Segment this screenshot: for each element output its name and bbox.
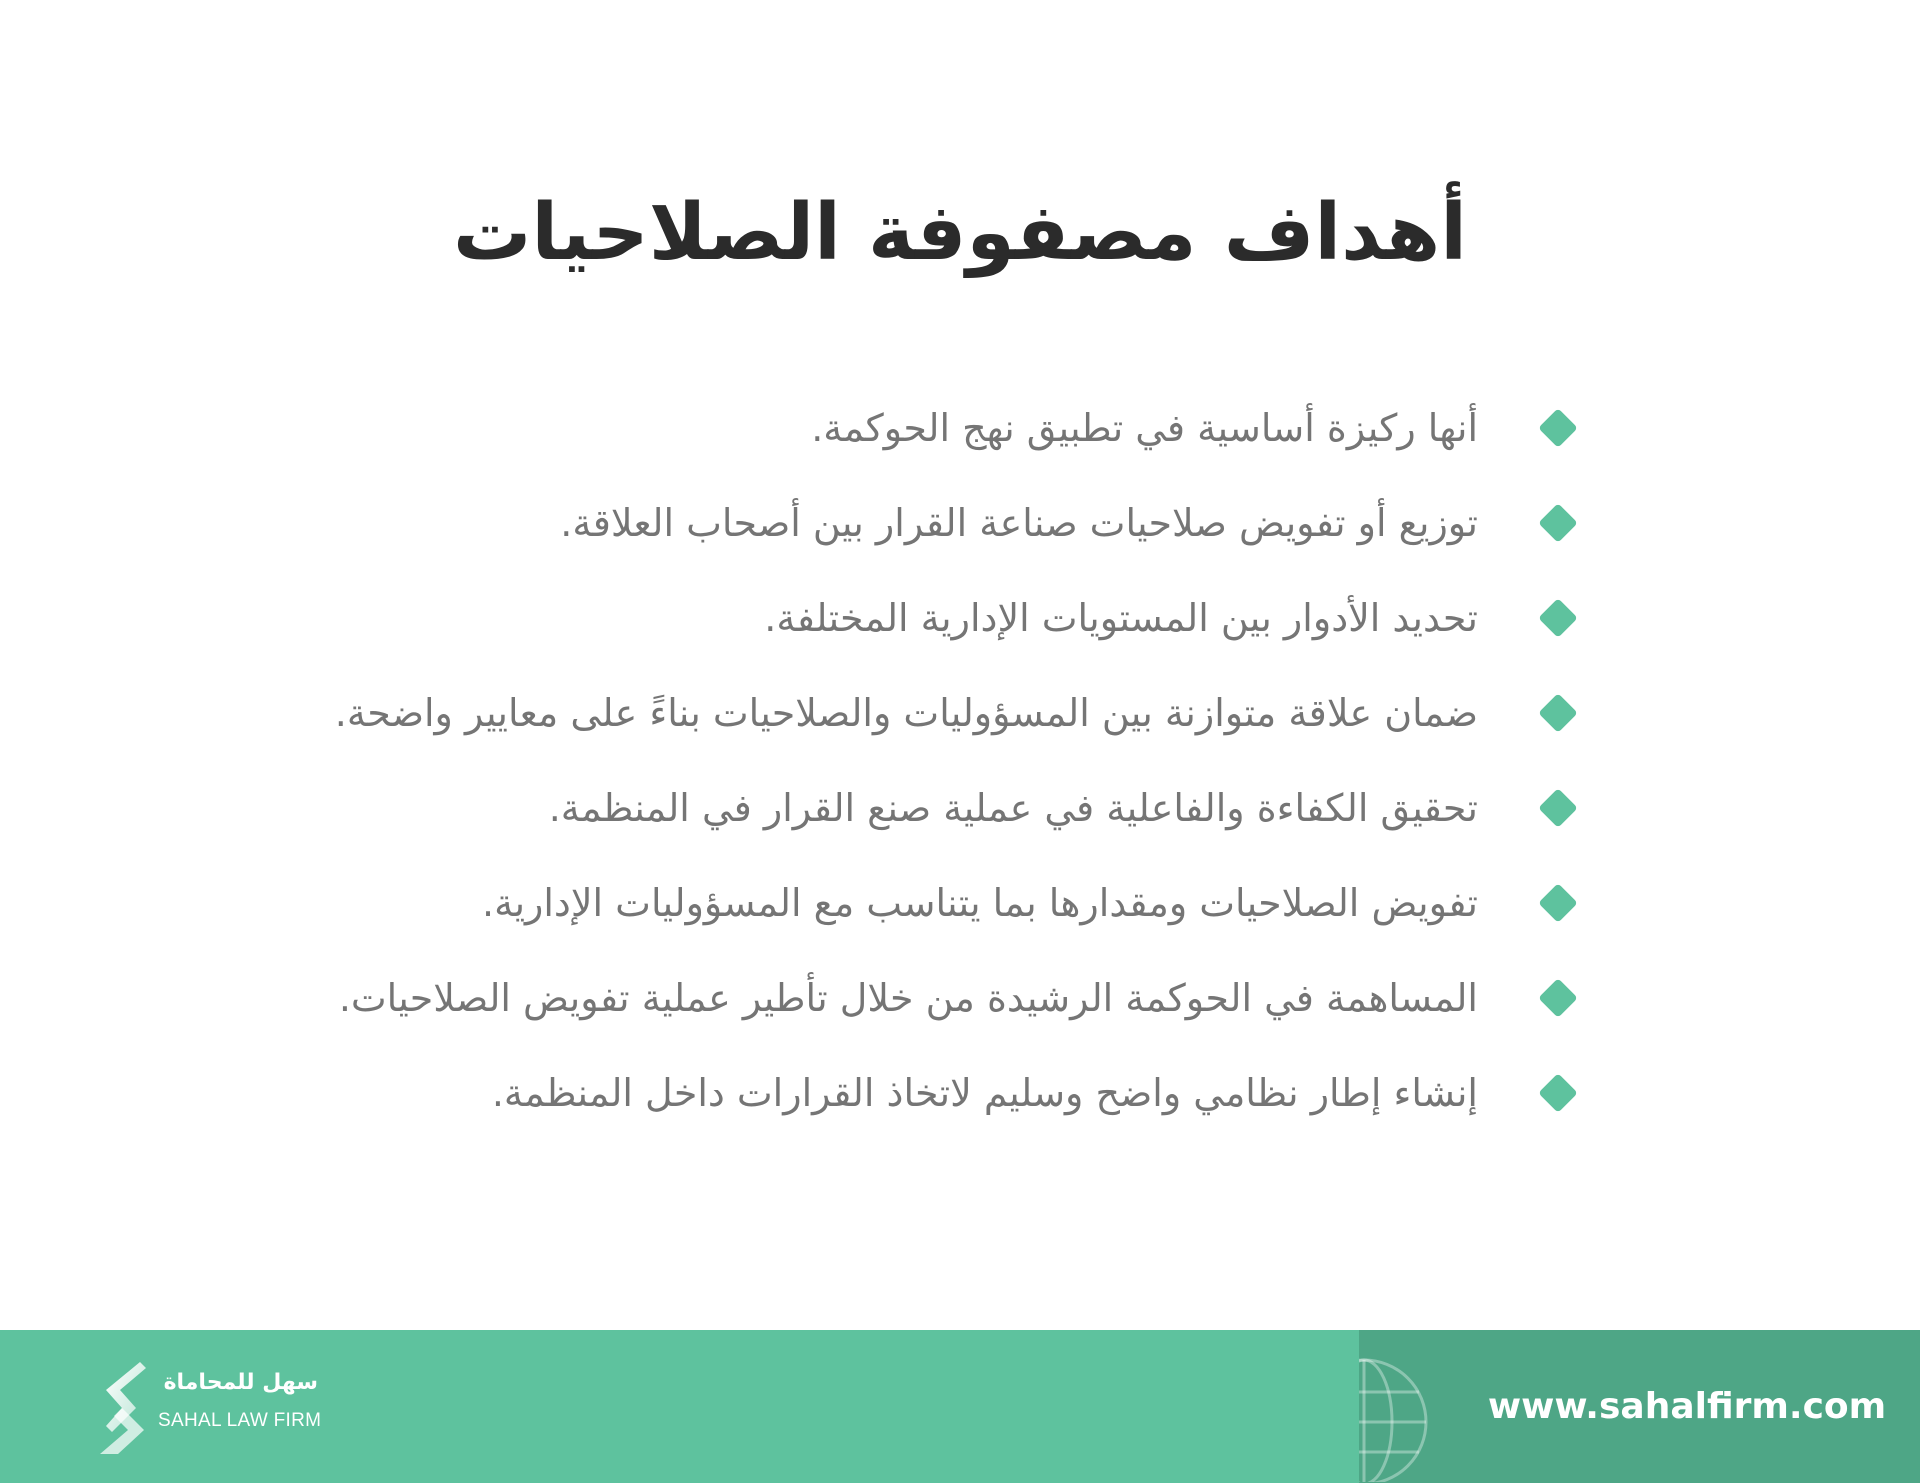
logo-english-name: SAHAL LAW FIRM: [158, 1410, 322, 1431]
list-item: [180, 760, 1580, 855]
diamond-bullet-icon: [1538, 693, 1578, 733]
goals-list: [180, 380, 1580, 1140]
diamond-bullet-icon: [1538, 883, 1578, 923]
list-item: [180, 475, 1580, 570]
goal-text: توزيع أو تفويض صلاحيات صناعة القرار بين أصحاب العلاقة.: [560, 500, 1478, 545]
list-item: [180, 855, 1580, 950]
diamond-bullet-icon: [1538, 1073, 1578, 1113]
list-item: [180, 950, 1580, 1045]
list-item: [180, 1045, 1580, 1140]
list-item: [180, 380, 1580, 475]
goal-text: تحقيق الكفاءة والفاعلية في عملية صنع القرار في المنظمة.: [548, 785, 1478, 830]
diamond-bullet-icon: [1538, 408, 1578, 448]
website-link[interactable]: www.sahalfirm.com: [1487, 1386, 1887, 1427]
goal-text: تحديد الأدوار بين المستويات الإدارية المختلفة.: [764, 595, 1478, 640]
goal-text: إنشاء إطار نظامي واضح وسليم لاتخاذ القرارات داخل المنظمة.: [491, 1070, 1478, 1115]
goal-text: تفويض الصلاحيات ومقدارها بما يتناسب مع المسؤوليات الإدارية.: [482, 880, 1478, 925]
diamond-bullet-icon: [1538, 503, 1578, 543]
page-title: أهداف مصفوفة الصلاحيات: [453, 188, 1467, 278]
sahal-logo-mark: [92, 1360, 152, 1456]
logo-arabic-name: سهل للمحاماة: [163, 1370, 318, 1395]
diamond-bullet-icon: [1538, 598, 1578, 638]
list-item: [180, 665, 1580, 760]
goal-text: ضمان علاقة متوازنة بين المسؤوليات والصلاحيات بناءً على معايير واضحة.: [334, 690, 1478, 735]
goal-text: أنها ركيزة أساسية في تطبيق نهج الحوكمة.: [811, 405, 1478, 450]
goal-text: المساهمة في الحوكمة الرشيدة من خلال تأطير عملية تفويض الصلاحيات.: [338, 975, 1478, 1020]
diamond-bullet-icon: [1538, 978, 1578, 1018]
globe-icon: [1359, 1352, 1439, 1482]
company-logo: [92, 1360, 492, 1456]
footer-website-panel: [1359, 1330, 1920, 1483]
footer-bar: [0, 1330, 1920, 1483]
list-item: [180, 570, 1580, 665]
diamond-bullet-icon: [1538, 788, 1578, 828]
